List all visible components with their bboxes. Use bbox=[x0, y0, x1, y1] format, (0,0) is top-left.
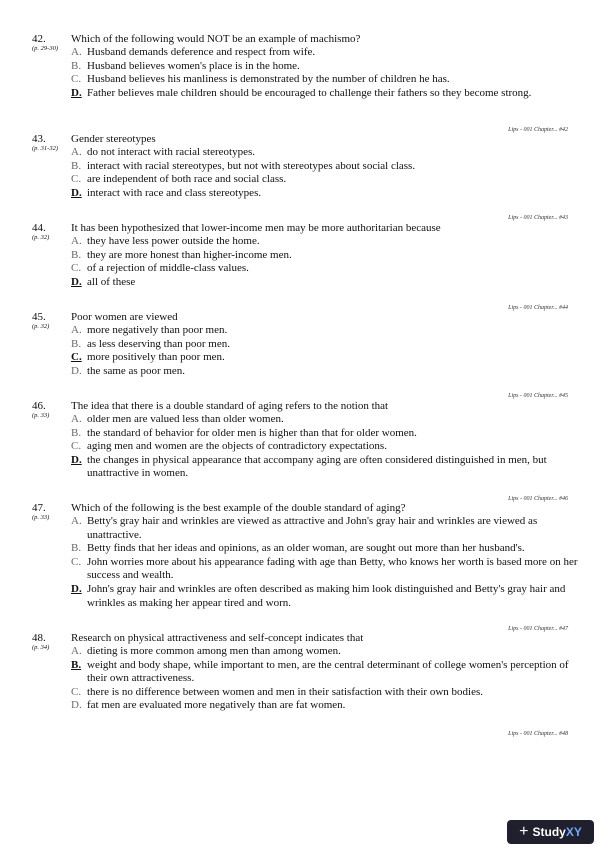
option-text: the same as poor men. bbox=[87, 364, 186, 377]
option-letter: D. bbox=[71, 275, 82, 288]
option-text: Husband believes women's place is in the home. bbox=[87, 59, 300, 72]
option-letter: A. bbox=[71, 235, 82, 247]
answer-option bbox=[71, 324, 591, 338]
question-stem: Which of the following would NOT be an example of machismo? bbox=[71, 33, 361, 45]
page-reference: (p. 31-32) bbox=[32, 145, 58, 152]
page-reference: (p. 33) bbox=[32, 514, 50, 521]
option-letter: C. bbox=[71, 262, 82, 275]
answer-option bbox=[71, 160, 591, 174]
answer-option-correct bbox=[71, 276, 591, 290]
answer-options bbox=[71, 515, 591, 610]
option-text: are independent of both race and social class. bbox=[87, 173, 287, 186]
option-letter: D. bbox=[71, 453, 82, 466]
option-text: all of these bbox=[87, 275, 136, 288]
answer-options bbox=[71, 645, 591, 713]
option-letter: D. bbox=[71, 364, 82, 377]
source-label: Lips - 001 Chapter... #48 bbox=[508, 731, 568, 737]
option-text: there is no difference between women and men in their satisfaction with their own bodies. bbox=[87, 685, 483, 698]
answer-option-correct bbox=[71, 454, 591, 481]
option-letter: B. bbox=[71, 59, 82, 72]
option-text: aging men and women are the objects of contradictory expectations. bbox=[87, 440, 387, 453]
answer-option-correct bbox=[71, 659, 591, 686]
answer-option-correct bbox=[71, 351, 591, 365]
answer-option-correct bbox=[71, 187, 591, 201]
logo-study-text: Study bbox=[532, 825, 566, 839]
option-text: Husband demands deference and respect from wife. bbox=[87, 46, 316, 58]
question-number: 45. bbox=[32, 311, 46, 323]
option-text: Husband believes his manliness is demonstrated by the number of children he has. bbox=[87, 73, 450, 86]
option-text: Betty finds that her ideas and opinions, as an older woman, are sought out more than her husband's. bbox=[87, 542, 525, 555]
option-text: interact with racial stereotypes, but not with stereotypes about social class. bbox=[87, 159, 416, 172]
option-text: John worries more about his appearance fading with age than Betty, who knows her worth is based more on her success and wealth. bbox=[87, 555, 578, 582]
source-label: Lips - 001 Chapter... #47 bbox=[508, 626, 568, 632]
studyxy-logo bbox=[507, 820, 594, 844]
option-letter: C. bbox=[71, 555, 82, 568]
option-text: weight and body shape, while important to men, are the central determinant of college women's perception of their own attractiveness. bbox=[87, 658, 569, 685]
page-reference: (p. 32) bbox=[32, 323, 50, 330]
option-text: older men are valued less than older women. bbox=[87, 413, 284, 425]
option-letter: C. bbox=[71, 351, 82, 364]
option-letter: B. bbox=[71, 248, 82, 261]
answer-option bbox=[71, 60, 591, 74]
source-label: Lips - 001 Chapter... #45 bbox=[508, 393, 568, 399]
answer-option bbox=[71, 262, 591, 276]
option-letter: C. bbox=[71, 685, 82, 698]
option-letter: A. bbox=[71, 515, 82, 527]
answer-option bbox=[71, 73, 591, 87]
option-letter: B. bbox=[71, 426, 82, 439]
option-text: they have less power outside the home. bbox=[87, 235, 260, 247]
option-letter: A. bbox=[71, 324, 82, 336]
source-label: Lips - 001 Chapter... #44 bbox=[508, 305, 568, 311]
option-letter: D. bbox=[71, 86, 82, 99]
question-number: 47. bbox=[32, 502, 46, 514]
option-text: they are more honest than higher-income men. bbox=[87, 248, 292, 261]
answer-option bbox=[71, 440, 591, 454]
option-text: Betty's gray hair and wrinkles are viewed as attractive and John's gray hair and wrinkles are viewed as unattractive. bbox=[87, 515, 538, 541]
answer-option bbox=[71, 556, 591, 583]
plus-icon: + bbox=[519, 823, 529, 840]
question-stem: Which of the following is the best example of the double standard of aging? bbox=[71, 502, 406, 514]
option-letter: D. bbox=[71, 582, 82, 595]
option-letter: B. bbox=[71, 542, 82, 555]
page-reference: (p. 29-30) bbox=[32, 45, 58, 52]
option-letter: A. bbox=[71, 46, 82, 58]
question-stem: Gender stereotypes bbox=[71, 133, 156, 145]
option-letter: C. bbox=[71, 440, 82, 453]
option-text: interact with race and class stereotypes. bbox=[87, 186, 262, 199]
option-text: do not interact with racial stereotypes. bbox=[87, 146, 255, 158]
page-reference: (p. 32) bbox=[32, 234, 50, 241]
question-number: 43. bbox=[32, 133, 46, 145]
option-letter: D. bbox=[71, 699, 82, 712]
answer-option bbox=[71, 699, 591, 713]
answer-option bbox=[71, 515, 591, 542]
option-text: more positively than poor men. bbox=[87, 351, 225, 364]
answer-options bbox=[71, 146, 591, 200]
answer-options bbox=[71, 324, 591, 378]
option-letter: C. bbox=[71, 73, 82, 86]
question-stem: Research on physical attractiveness and self-concept indicates that bbox=[71, 632, 364, 644]
source-label: Lips - 001 Chapter... #42 bbox=[508, 127, 568, 133]
answer-option bbox=[71, 146, 591, 160]
option-text: more negatively than poor men. bbox=[87, 324, 228, 336]
option-text: the changes in physical appearance that accompany aging are often considered distinguished in men, but unattractive in women. bbox=[87, 453, 547, 480]
answer-option bbox=[71, 338, 591, 352]
option-text: the standard of behavior for older men is higher than that for older women. bbox=[87, 426, 417, 439]
option-letter: B. bbox=[71, 159, 82, 172]
option-letter: C. bbox=[71, 173, 82, 186]
answer-option-correct bbox=[71, 87, 591, 101]
option-letter: B. bbox=[71, 658, 82, 671]
question-number: 44. bbox=[32, 222, 46, 234]
answer-option bbox=[71, 173, 591, 187]
option-text: of a rejection of middle-class values. bbox=[87, 262, 249, 275]
answer-option bbox=[71, 365, 591, 379]
answer-options bbox=[71, 413, 591, 481]
answer-options bbox=[71, 46, 591, 100]
question-number: 48. bbox=[32, 632, 46, 644]
option-letter: A. bbox=[71, 146, 82, 158]
option-letter: A. bbox=[71, 645, 82, 657]
option-text: Father believes male children should be encouraged to challenge their fathers so they become strong. bbox=[87, 86, 532, 99]
answer-option bbox=[71, 413, 591, 427]
page-reference: (p. 33) bbox=[32, 412, 50, 419]
question-stem: The idea that there is a double standard of aging refers to the notion that bbox=[71, 400, 389, 412]
question-number: 46. bbox=[32, 400, 46, 412]
answer-option bbox=[71, 686, 591, 700]
option-letter: D. bbox=[71, 186, 82, 199]
option-text: John's gray hair and wrinkles are often described as making him look distinguished and Betty's gray hair and wrinkles as making her appear tired and worn. bbox=[87, 582, 566, 609]
source-label: Lips - 001 Chapter... #43 bbox=[508, 215, 568, 221]
option-text: fat men are evaluated more negatively than are fat women. bbox=[87, 699, 346, 712]
question-stem: It has been hypothesized that lower-income men may be more authoritarian because bbox=[71, 222, 441, 234]
answer-option bbox=[71, 46, 591, 60]
answer-option-correct bbox=[71, 583, 591, 610]
logo-xy-text: XY bbox=[565, 825, 582, 839]
option-letter: A. bbox=[71, 413, 82, 425]
question-number: 42. bbox=[32, 33, 46, 45]
source-label: Lips - 001 Chapter... #46 bbox=[508, 496, 568, 502]
question-stem: Poor women are viewed bbox=[71, 311, 178, 323]
answer-option bbox=[71, 249, 591, 263]
answer-option bbox=[71, 235, 591, 249]
option-text: dieting is more common among men than among women. bbox=[87, 645, 341, 657]
answer-option bbox=[71, 542, 591, 556]
answer-option bbox=[71, 427, 591, 441]
page-reference: (p. 34) bbox=[32, 644, 50, 651]
option-letter: B. bbox=[71, 337, 82, 350]
answer-options bbox=[71, 235, 591, 289]
option-text: as less deserving than poor men. bbox=[87, 337, 230, 350]
answer-option bbox=[71, 645, 591, 659]
